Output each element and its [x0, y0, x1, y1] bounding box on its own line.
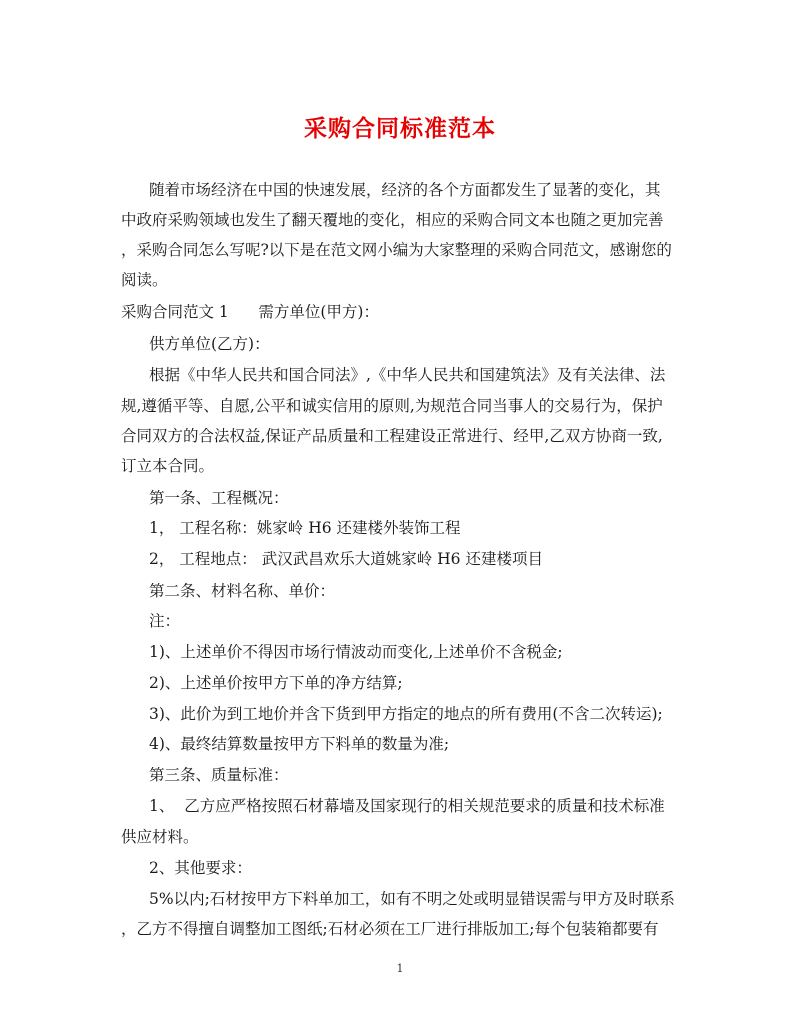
paragraph-line: 规,遵循平等、自愿,公平和诚实信用的原则,为规范合同当事人的交易行为，保护	[121, 397, 663, 415]
list-item: 2)、上述单价按甲方下单的净方结算;	[149, 674, 403, 692]
paragraph-line: 采购合同范文 1 需方单位(甲方)：	[121, 303, 379, 321]
list-item: 3)、此价为到工地价并含下货到甲方指定的地点的所有费用(不含二次转运);	[149, 705, 663, 723]
list-item: 1)、上述单价不得因市场行情波动而变化,上述单价不含税金;	[149, 643, 563, 661]
paragraph-line: ，采购合同怎么写呢?以下是在范文网小编为大家整理的采购合同范文，感谢您的	[121, 241, 672, 259]
section-heading: 第一条、工程概况：	[149, 489, 289, 507]
section-heading: 第三条、质量标准：	[149, 766, 289, 784]
page-number: 1	[396, 962, 404, 975]
paragraph-line: 根据《中华人民共和国合同法》,《中华人民共和国建筑法》及有关法律、法	[149, 366, 666, 384]
note-label: 注：	[149, 612, 181, 630]
paragraph-line: 5%以内;石材按甲方下料单加工，如有不明之处或明显错误需与甲方及时联系	[149, 890, 675, 908]
paragraph-line: 订立本合同。	[121, 457, 215, 475]
paragraph-line: 合同双方的合法权益,保证产品质量和工程建设正常进行、经甲,乙双方协商一致,	[121, 427, 663, 445]
paragraph-line: 供应材料。	[121, 828, 199, 846]
list-item: 2、其他要求：	[149, 859, 252, 877]
paragraph-line: 随着市场经济在中国的快速发展，经济的各个方面都发生了显著的变化，其	[149, 181, 661, 199]
list-item: 4)、最终结算数量按甲方下料单的数量为准;	[149, 735, 450, 753]
list-item: 1、 乙方应严格按照石材幕墙及国家现行的相关规范要求的质量和技术标准	[149, 797, 665, 815]
paragraph-line: 阅读。	[121, 271, 168, 289]
list-item: 2， 工程地点： 武汉武昌欢乐大道姚家岭 H6 还建楼项目	[149, 550, 543, 568]
paragraph-line: 中政府采购领域也发生了翻天覆地的变化，相应的采购合同文本也随之更加完善	[121, 211, 664, 229]
list-item: 1， 工程名称：姚家岭 H6 还建楼外装饰工程	[149, 519, 461, 537]
paragraph-line: 供方单位(乙方)：	[149, 335, 270, 353]
section-heading: 第二条、材料名称、单价：	[149, 582, 336, 600]
paragraph-line: ，乙方不得擅自调整加工图纸;石材必须在工厂进行排版加工;每个包装箱都要有	[121, 920, 659, 938]
document-title: 采购合同标准范本	[304, 115, 496, 142]
